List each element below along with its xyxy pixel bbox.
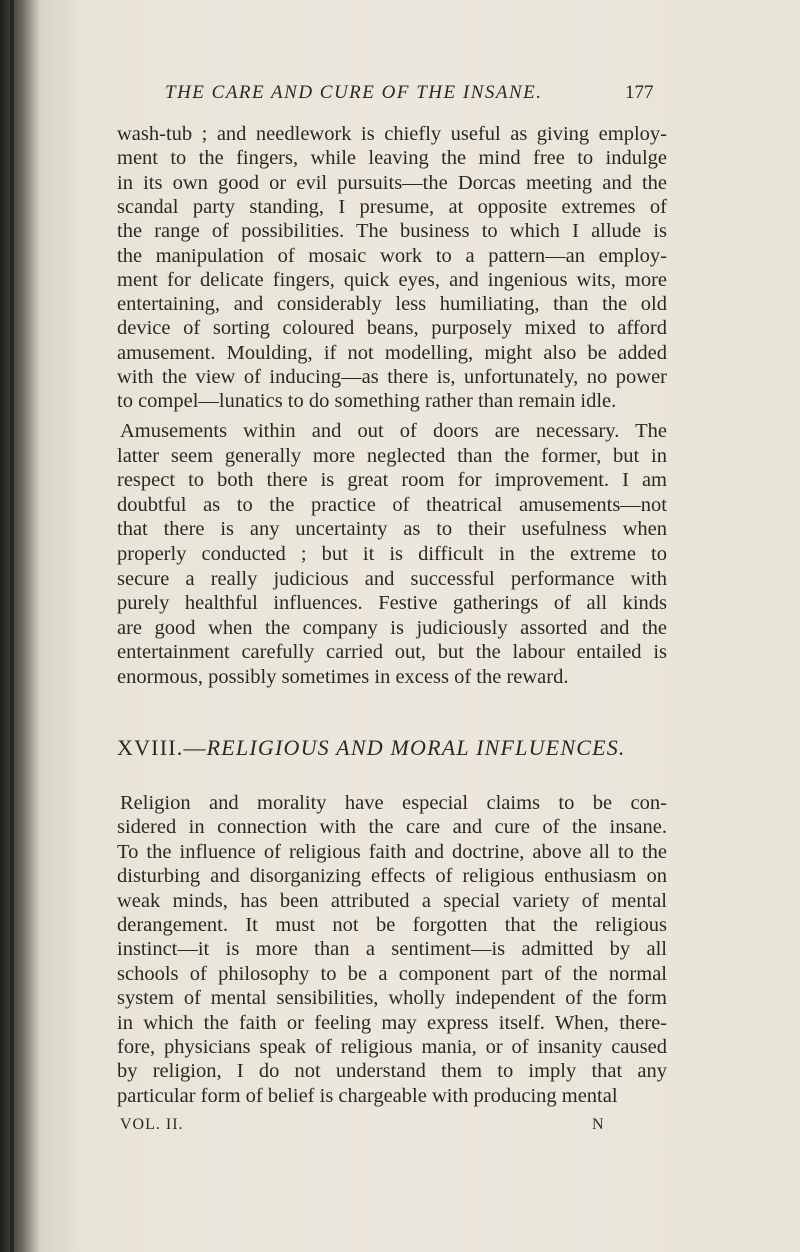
text-line: Amusements within and out of doors are necessary. The [120, 420, 667, 442]
text-line: particular form of belief is chargeable with producing mental [117, 1084, 618, 1107]
text-line: system of mental sensibilities, wholly independent of the form [117, 987, 667, 1010]
text-line: with the view of inducing—as there is, unfortunately, no power [117, 366, 667, 388]
section-number: XVIII.— [117, 735, 207, 760]
text-line: Religion and morality have especial claims to be con- [120, 792, 667, 814]
text-line: latter seem generally more neglected than the former, but in [117, 444, 667, 467]
text-line: purely healthful influences. Festive gatherings of all kinds [117, 592, 667, 615]
text-line: enormous, possibly sometimes in excess of the reward. [117, 666, 569, 688]
text-line: ment to the fingers, while leaving the mind free to indulge [117, 147, 667, 170]
text-line: schools of philosophy to be a component part of the normal [117, 962, 667, 985]
section-title: RELIGIOUS AND MORAL INFLUENCES. [206, 735, 626, 760]
binding-edge [10, 0, 14, 1252]
text-line: the manipulation of mosaic work to a pattern—an employ- [117, 244, 667, 267]
text-line: are good when the company is judiciously assorted and the [117, 616, 667, 639]
text-line: device of sorting coloured beans, purposely mixed to afford [117, 317, 667, 340]
text-line: respect to both there is great room for improvement. I am [117, 469, 667, 492]
text-line: by religion, I do not understand them to imply that any [117, 1060, 667, 1083]
text-line: wash-tub ; and needlework is chiefly useful as giving employ- [117, 123, 667, 145]
text-line: doubtful as to the practice of theatrical amusements—not [117, 493, 667, 516]
text-line: to compel—lunatics to do something rather than remain idle. [117, 390, 617, 413]
running-head: THE CARE AND CURE OF THE INSANE. [165, 82, 543, 103]
page-number: 177 [625, 82, 654, 103]
text-line: secure a really judicious and successful performance with [117, 567, 667, 590]
section-heading [117, 735, 677, 761]
text-line: in its own good or evil pursuits—the Dorcas meeting and the [117, 171, 667, 194]
text-line: sidered in connection with the care and cure of the insane. [117, 816, 667, 839]
signature-mark: N [592, 1116, 604, 1133]
text-line: weak minds, has been attributed a special variety of mental [117, 889, 667, 912]
text-line: fore, physicians speak of religious mania, or of insanity caused [117, 1036, 667, 1058]
volume-mark: VOL. II. [120, 1116, 184, 1133]
text-line: To the influence of religious faith and doctrine, above all to the [117, 840, 667, 863]
text-line: entertaining, and considerably less humiliating, than the old [117, 293, 667, 316]
text-line: entertainment carefully carried out, but the labour entailed is [117, 641, 667, 664]
text-line: in which the faith or feeling may express itself. When, there- [117, 1011, 667, 1034]
text-line: disturbing and disorganizing effects of religious enthusiasm on [117, 865, 667, 888]
text-line: scandal party standing, I presume, at opposite extremes of [117, 195, 667, 218]
text-line: instinct—it is more than a sentiment—is admitted by all [117, 938, 667, 961]
text-line: amusement. Moulding, if not modelling, might also be added [117, 341, 667, 364]
text-line: ment for delicate fingers, quick eyes, and ingenious wits, more [117, 268, 667, 291]
text-line: that there is any uncertainty as to their usefulness when [117, 518, 667, 541]
book-spine-shadow [0, 0, 40, 1252]
text-line: the range of possibilities. The business to which I allude is [117, 220, 667, 243]
text-line: derangement. It must not be forgotten that the religious [117, 914, 667, 936]
text-line: properly conducted ; but it is difficult in the extreme to [117, 543, 667, 565]
